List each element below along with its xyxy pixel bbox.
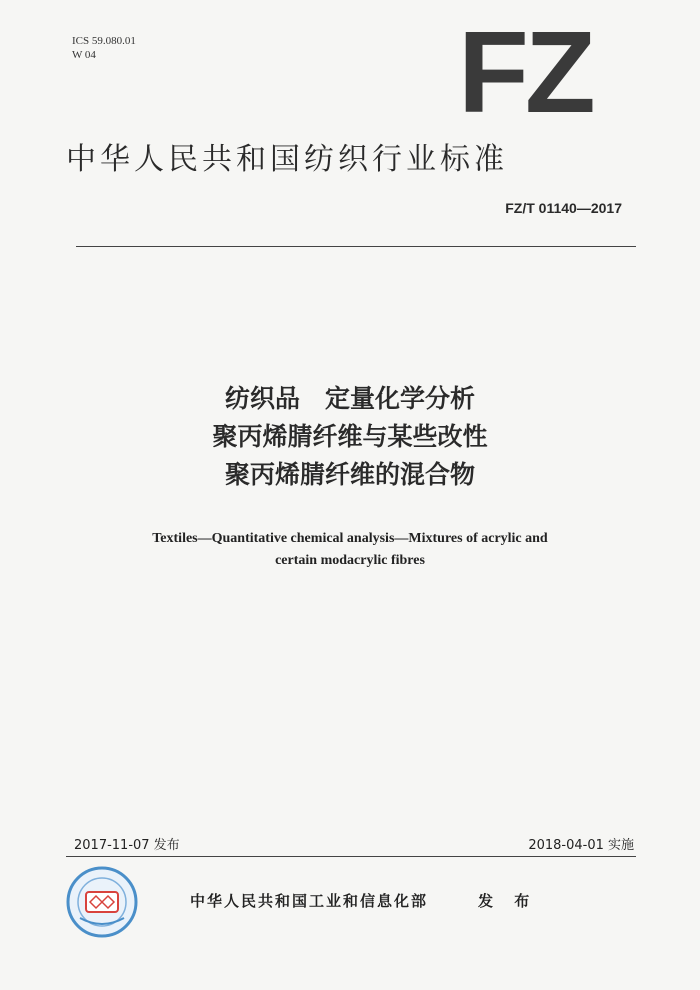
ics-code: ICS 59.080.01 (72, 35, 136, 47)
standard-category: 中华人民共和国纺织行业标准 (66, 142, 508, 177)
ccs-code: W 04 (72, 49, 96, 61)
standard-number: FZ/T 01140—2017 (505, 200, 622, 216)
issuing-authority: 中华人民共和国工业和信息化部 (190, 892, 429, 910)
chinese-title-line-3: 聚丙烯腈纤维的混合物 (224, 460, 475, 489)
chinese-title (0, 380, 700, 494)
chinese-title-line-1: 纺织品 定量化学分析 (224, 384, 475, 413)
issue-date: 2017-11-07 发布 (74, 838, 180, 853)
top-divider (76, 246, 636, 247)
english-title (80, 528, 620, 572)
english-title-line-1: Textiles—Quantitative chemical analysis—Mixtures of acrylic and (152, 531, 548, 546)
bottom-divider (66, 856, 636, 857)
issue-label: 发 布 (478, 892, 538, 910)
fz-logo: FZ (458, 7, 592, 137)
classification-codes (72, 34, 136, 62)
implementation-date: 2018-04-01 实施 (528, 838, 634, 853)
english-title-line-2: certain modacrylic fibres (275, 553, 425, 568)
anti-counterfeit-seal-icon (66, 866, 138, 938)
chinese-title-line-2: 聚丙烯腈纤维与某些改性 (212, 422, 488, 451)
